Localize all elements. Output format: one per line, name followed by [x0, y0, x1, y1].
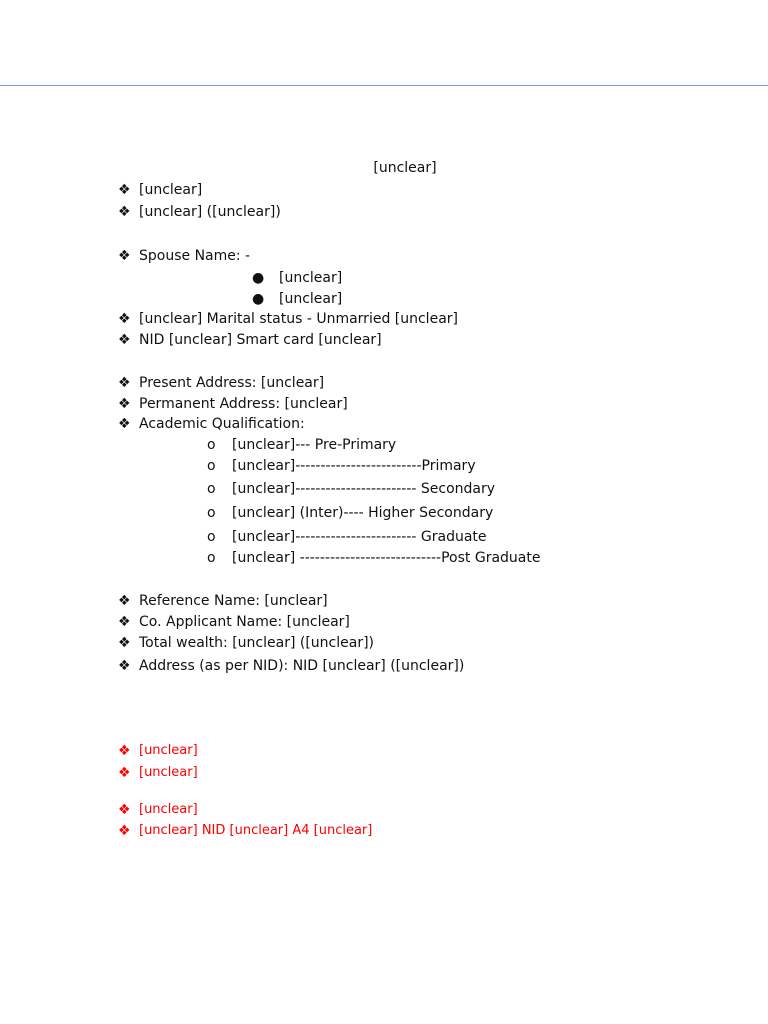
list-item: ❖ [unclear] ([unclear]): [118, 201, 698, 223]
qualification-item: o [unclear]------------------------ Graduate: [207, 526, 487, 548]
diamond-bullet-icon: ❖: [118, 823, 131, 839]
filled-diamond-bullet-icon: ❖: [118, 635, 131, 651]
filled-diamond-bullet-icon: ❖: [118, 416, 131, 432]
list-item: ❖ NID [unclear] Smart card [unclear]: [118, 329, 698, 351]
list-item: ❖ [unclear]: [118, 179, 698, 201]
list-item: ❖ Permanent Address: [unclear]: [118, 393, 698, 415]
list-item: ❖ Total wealth: [unclear] ([unclear]): [118, 632, 698, 654]
filled-diamond-bullet-icon: ❖: [118, 593, 131, 609]
filled-diamond-bullet-icon: ❖: [118, 311, 131, 327]
hollow-circle-bullet-icon: o: [207, 437, 216, 453]
filled-diamond-bullet-icon: ❖: [118, 614, 131, 630]
warning-note: ❖ [unclear]: [118, 802, 198, 818]
document-title: [unclear]: [373, 160, 437, 176]
qualification-item: o [unclear] ----------------------------Post Graduate: [207, 547, 540, 569]
diamond-bullet-icon: ❖: [118, 332, 131, 348]
hollow-circle-bullet-icon: o: [207, 529, 216, 545]
filled-diamond-bullet-icon: ❖: [118, 248, 131, 264]
list-item: ❖ Present Address: [unclear]: [118, 372, 698, 394]
spouse-detail: ● [unclear]: [252, 267, 342, 289]
warning-note: ❖ [unclear]: [118, 743, 198, 759]
list-item: ❖ [unclear] Marital status - Unmarried [unclear]: [118, 308, 698, 330]
round-bullet-icon: ●: [252, 270, 265, 286]
diamond-bullet-icon: ❖: [118, 396, 131, 412]
list-item: ❖ Reference Name: [unclear]: [118, 590, 698, 612]
diamond-bullet-icon: ❖: [118, 658, 131, 674]
list-item: ❖ Academic Qualification:: [118, 413, 698, 435]
qualification-item: o [unclear]------------------------ Secondary: [207, 478, 495, 500]
hollow-circle-bullet-icon: o: [207, 505, 216, 521]
spouse-detail: ● [unclear]: [252, 288, 342, 310]
diamond-bullet-icon: ❖: [118, 204, 131, 220]
diamond-bullet-icon: ❖: [118, 182, 131, 198]
round-bullet-icon: ●: [252, 291, 265, 307]
warning-note: ❖ [unclear] NID [unclear] A4 [unclear]: [118, 823, 373, 839]
hollow-circle-bullet-icon: o: [207, 458, 216, 474]
diamond-bullet-icon: ❖: [118, 802, 131, 818]
hollow-circle-bullet-icon: o: [207, 481, 216, 497]
qualification-item: o [unclear] (Inter)---- Higher Secondary: [207, 502, 493, 524]
header-rule: [0, 85, 768, 86]
list-item: ❖ Spouse Name: -: [118, 245, 698, 267]
hollow-circle-bullet-icon: o: [207, 550, 216, 566]
diamond-bullet-icon: ❖: [118, 765, 131, 781]
warning-note: ❖ [unclear]: [118, 765, 198, 781]
list-item: ❖ Address (as per NID): NID [unclear] ([unclear]): [118, 655, 698, 677]
diamond-bullet-icon: ❖: [118, 375, 131, 391]
qualification-item: o [unclear]-------------------------Primary: [207, 455, 476, 477]
list-item: ❖ Co. Applicant Name: [unclear]: [118, 611, 698, 633]
qualification-item: o [unclear]--- Pre-Primary: [207, 434, 396, 456]
diamond-bullet-icon: ❖: [118, 743, 131, 759]
